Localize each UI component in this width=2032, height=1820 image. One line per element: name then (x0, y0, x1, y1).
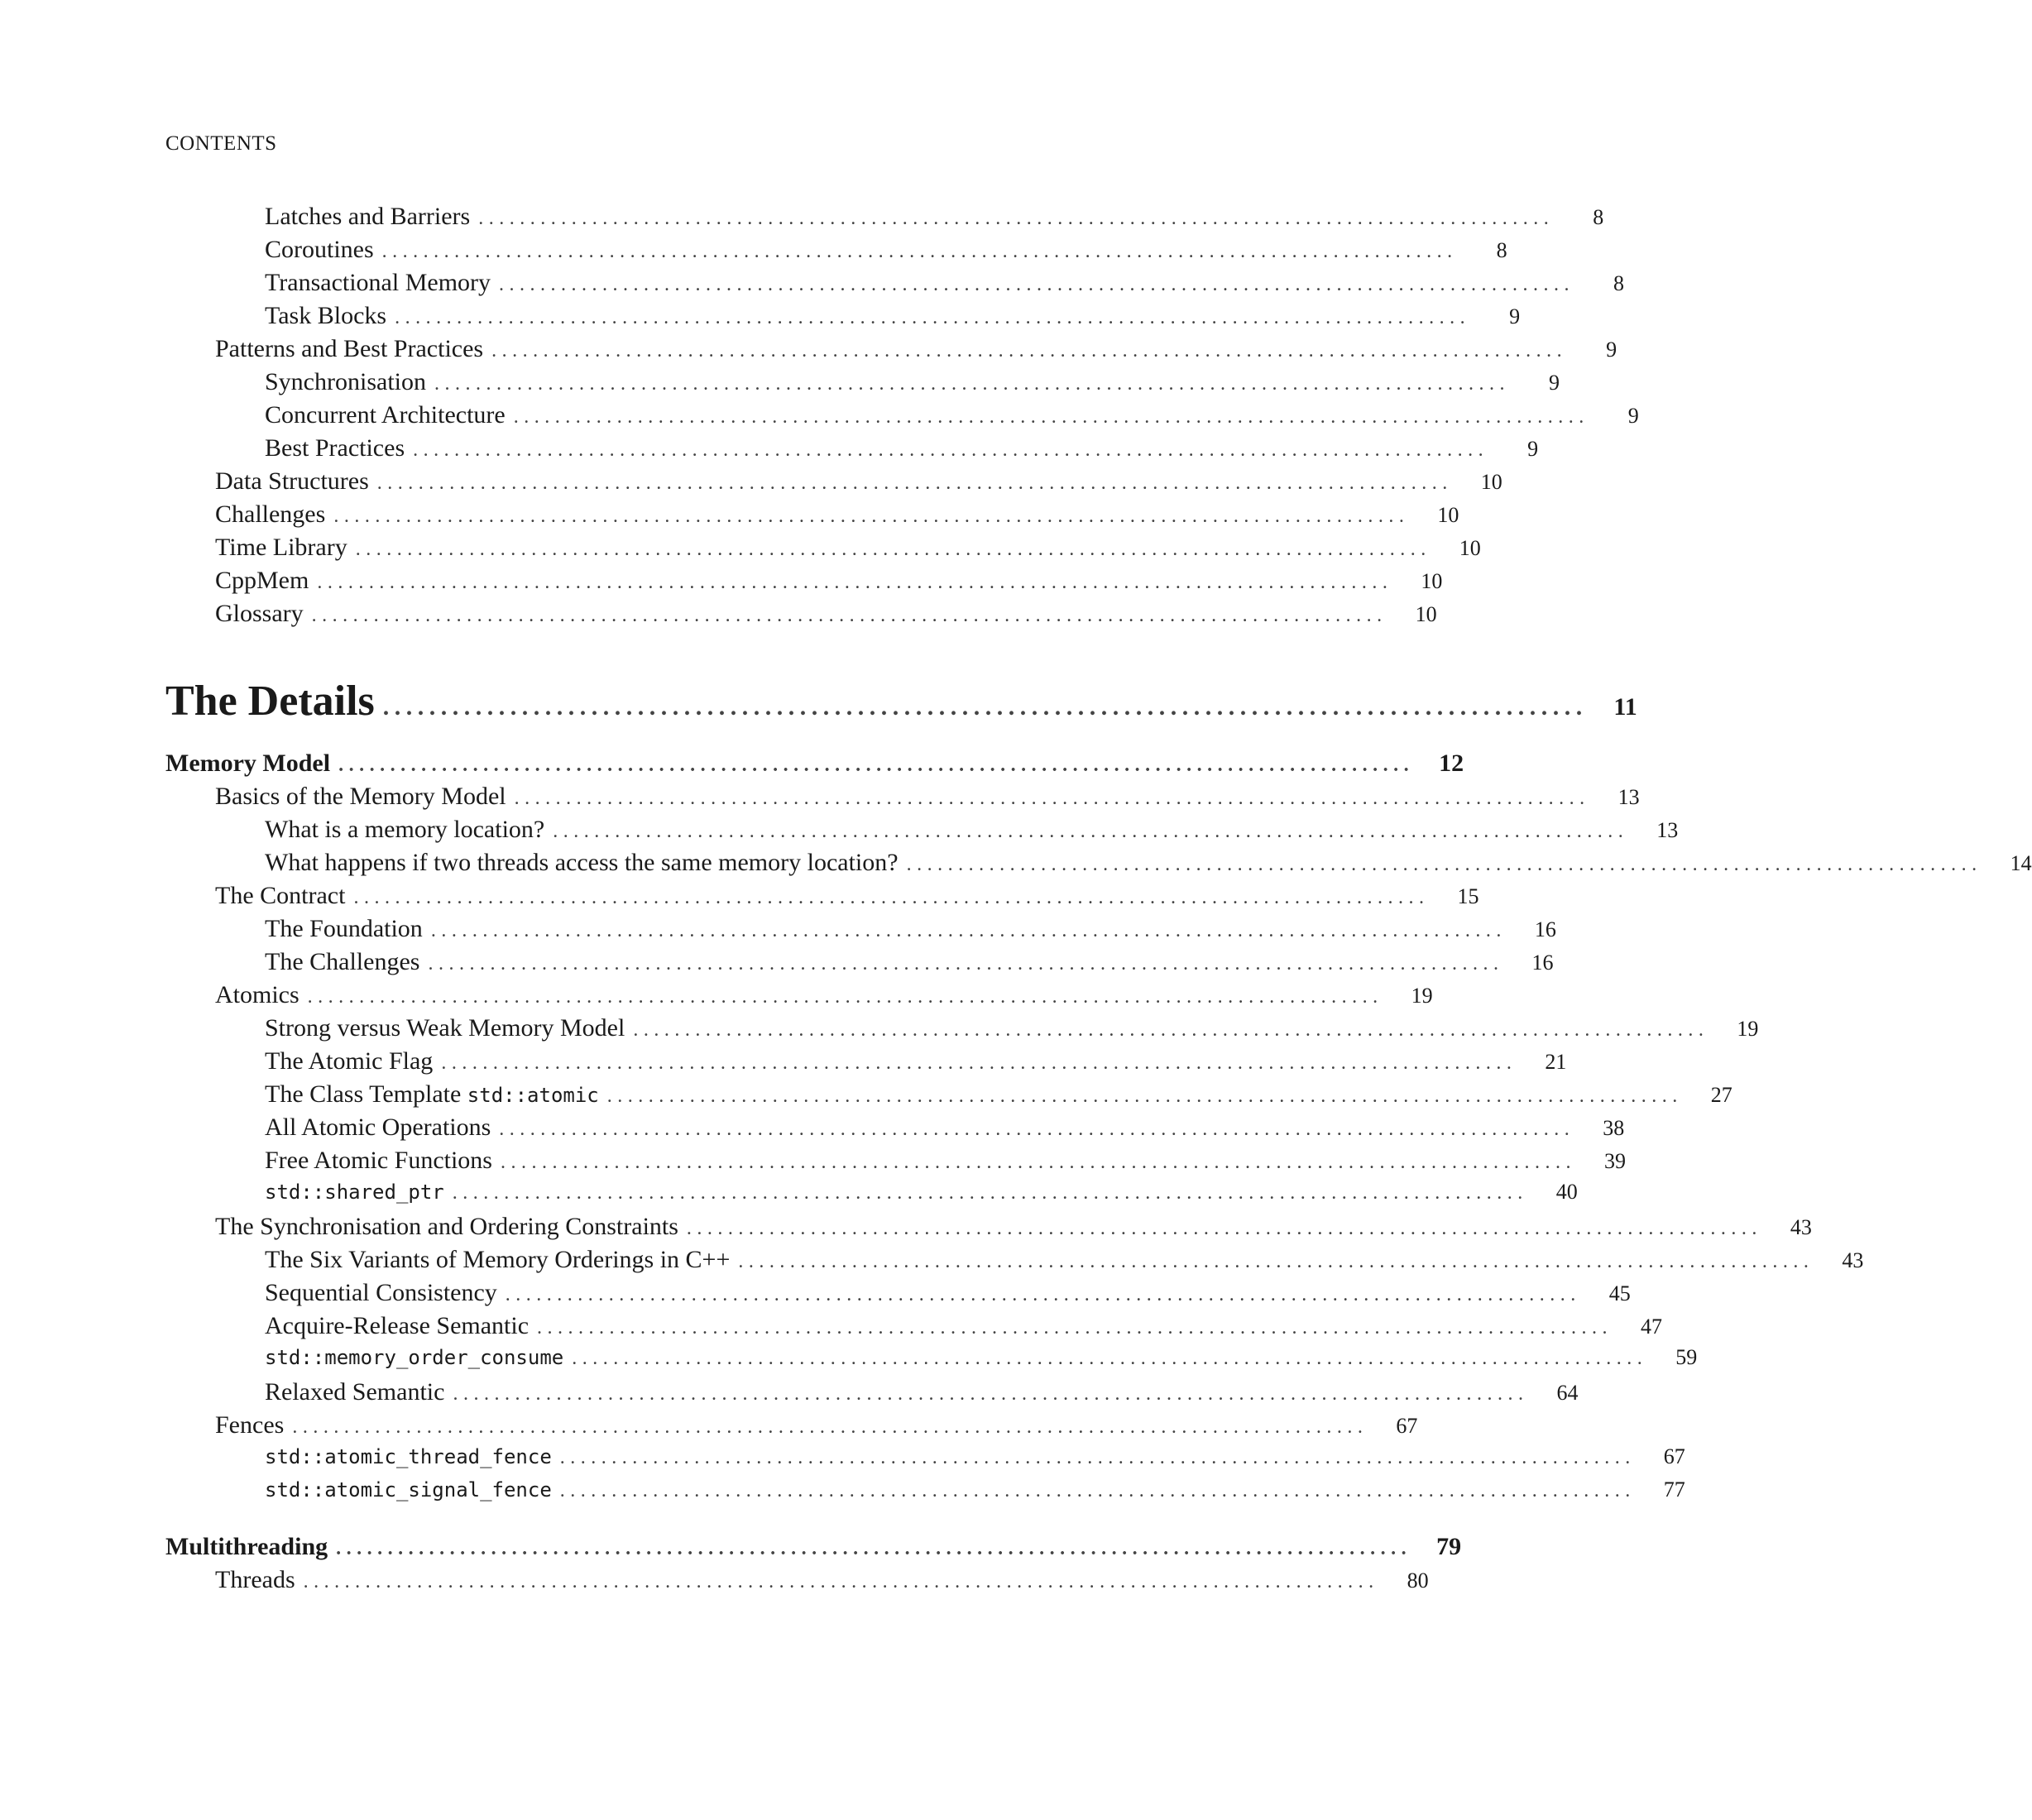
toc-page-number: 43 (1790, 1215, 1812, 1239)
toc-entry[interactable] (165, 816, 1679, 844)
toc-leader-dots: ........................................................................................................ (606, 1085, 1683, 1107)
toc-leader-dots: ........................................................................................................ (499, 1118, 1575, 1140)
toc-leader-dots: ........................................................................................................ (633, 1019, 1709, 1041)
toc-leader-dots: ........................................................................................................ (376, 472, 1453, 494)
toc-leader-dots: ........................................................................................................ (307, 986, 1383, 1008)
toc-page-number: 8 (1593, 205, 1604, 229)
toc-page-number: 11 (1613, 693, 1637, 721)
toc-entry-title: All Atomic Operations (265, 1114, 499, 1142)
toc-chapter-title: Multithreading (165, 1533, 336, 1561)
toc-entry-title: Relaxed Semantic (265, 1378, 453, 1406)
toc-page-number: 67 (1396, 1414, 1418, 1438)
toc-entry[interactable] (165, 269, 1625, 297)
toc-part-title: The Details (165, 677, 383, 726)
toc-entry-title: Best Practices (265, 434, 413, 462)
toc-entry[interactable] (165, 1411, 1418, 1439)
toc-page-number: 43 (1842, 1248, 1864, 1272)
toc-leader-dots: ........................................................................................................ (499, 274, 1575, 295)
toc-entry-title: Fences (215, 1411, 292, 1439)
toc-entry-title: CppMem (215, 567, 317, 595)
toc-entry[interactable] (165, 434, 1539, 462)
toc-entry[interactable] (165, 1180, 1578, 1205)
toc-leader-dots: ........................................................................................................ (514, 788, 1590, 809)
toc-entry-title: The Contract (215, 882, 353, 910)
toc-page-number: 9 (1606, 338, 1617, 362)
toc-entry[interactable] (165, 783, 1640, 811)
toc-leader-dots: ........................................................................................................ (453, 1383, 1529, 1405)
toc-leader-dots: ........................................................................................................ (353, 887, 1430, 908)
toc-entry-title: What happens if two threads access the same memory location? (265, 849, 907, 877)
toc-entry-title: Patterns and Best Practices (215, 335, 491, 363)
toc-leader-dots: ........................................................................................................ (336, 1538, 1412, 1559)
toc-entry-title-text: The Class Template (265, 1080, 467, 1108)
toc-entry-title: Challenges (215, 500, 333, 529)
toc-entry[interactable] (165, 915, 1556, 943)
toc-entry-title: Concurrent Architecture (265, 401, 514, 429)
toc-entry-title: Sequential Consistency (265, 1279, 506, 1307)
toc-entry-title: Transactional Memory (265, 269, 499, 297)
toc-entry-title: Threads (215, 1566, 304, 1594)
toc-page-number: 16 (1534, 917, 1556, 941)
toc-page-number: 19 (1411, 984, 1433, 1008)
running-header: CONTENTS (165, 132, 277, 155)
toc-entry-title: Atomics (215, 981, 308, 1009)
toc-entry-title: Synchronisation (265, 368, 434, 396)
toc-leader-dots: ........................................................................................................ (505, 1284, 1581, 1305)
toc-entry[interactable] (165, 948, 1554, 976)
toc-entry[interactable] (165, 1080, 1732, 1109)
toc-chapter-entry[interactable] (165, 750, 1464, 778)
toc-page-number: 8 (1613, 271, 1625, 295)
toc-entry-title: The Synchronisation and Ordering Constraints (215, 1213, 687, 1241)
toc-page-number: 10 (1459, 536, 1481, 560)
toc-leader-dots: ........................................................................................................ (686, 1218, 1762, 1239)
toc-entry[interactable] (165, 401, 1639, 429)
toc-entry-title: Basics of the Memory Model (215, 783, 515, 811)
toc-leader-dots: ........................................................................................................ (382, 693, 1588, 721)
toc-leader-dots: ........................................................................................................ (441, 1052, 1517, 1074)
toc-leader-dots: ........................................................................................................ (478, 208, 1555, 229)
toc-leader-dots: ........................................................................................................ (292, 1416, 1368, 1438)
toc-page-number: 10 (1437, 503, 1459, 527)
toc-leader-dots: ........................................................................................................ (452, 1182, 1528, 1204)
toc-leader-dots: ........................................................................................................ (430, 920, 1507, 941)
toc-page-number: 12 (1439, 750, 1464, 777)
toc-entry[interactable] (165, 1378, 1579, 1406)
toc-page-number: 79 (1436, 1533, 1462, 1560)
toc-page-number: 39 (1603, 1149, 1626, 1173)
toc-leader-dots: ........................................................................................................ (513, 406, 1589, 428)
toc-page-number: 10 (1421, 569, 1443, 593)
toc-page-number: 13 (1656, 818, 1679, 842)
toc-entry-title: Data Structures (215, 467, 377, 496)
toc-entry[interactable] (165, 1345, 1698, 1370)
toc-leader-dots: ........................................................................................................ (572, 1348, 1648, 1369)
toc-entry[interactable] (165, 203, 1604, 231)
toc-entry[interactable] (165, 1312, 1663, 1340)
toc-leader-dots: ........................................................................................................ (317, 572, 1393, 593)
toc-leader-dots: ........................................................................................................ (381, 241, 1458, 262)
toc-leader-dots: ........................................................................................................ (491, 340, 1568, 362)
toc-page-number: 38 (1603, 1116, 1625, 1140)
toc-entry[interactable] (165, 567, 1443, 595)
toc-entry[interactable] (165, 1279, 1631, 1307)
toc-part-entry[interactable] (165, 677, 1637, 726)
toc-entry[interactable] (165, 1246, 1864, 1274)
toc-page-number: 10 (1415, 602, 1437, 626)
toc-entry-title: The Atomic Flag (265, 1047, 441, 1075)
toc-entry-title: Latches and Barriers (265, 203, 478, 231)
toc-entry[interactable] (165, 1147, 1626, 1175)
toc-page-number: 19 (1737, 1017, 1759, 1041)
toc-entry[interactable] (165, 335, 1617, 363)
toc-entry[interactable] (165, 1114, 1625, 1142)
toc-leader-dots: ........................................................................................................ (500, 1152, 1576, 1173)
toc-leader-dots: ........................................................................................................ (537, 1317, 1613, 1339)
toc-leader-dots: ........................................................................................................ (434, 373, 1510, 395)
toc-leader-dots: ........................................................................................................ (559, 1480, 1636, 1502)
toc-leader-dots: ........................................................................................................ (355, 539, 1431, 560)
toc-leader-dots: ........................................................................................................ (738, 1251, 1814, 1272)
toc-entry-title: Glossary (215, 600, 312, 628)
toc-entry[interactable] (165, 1478, 1685, 1502)
toc-entry[interactable] (165, 1213, 1812, 1241)
toc-entry-title: The Challenges (265, 948, 428, 976)
toc-entry[interactable] (165, 1014, 1759, 1042)
toc-page-number: 16 (1531, 951, 1554, 975)
toc-entry[interactable] (165, 981, 1433, 1009)
toc-entry-title (265, 1080, 607, 1109)
toc-leader-dots: ........................................................................................................ (303, 1571, 1379, 1592)
toc-leader-dots: ........................................................................................................ (311, 605, 1387, 626)
toc-entry[interactable] (165, 1444, 1685, 1469)
table-of-contents (165, 0, 2032, 1820)
toc-entry-title: Task Blocks (265, 302, 395, 330)
toc-page-number: 47 (1641, 1315, 1663, 1339)
toc-page-number: 21 (1545, 1050, 1567, 1074)
toc-entry[interactable] (165, 849, 2032, 877)
toc-entry[interactable] (165, 302, 1521, 330)
toc-entry[interactable] (165, 1566, 1429, 1594)
toc-page-number: 9 (1527, 437, 1539, 461)
toc-page-number: 9 (1627, 404, 1639, 428)
toc-entry-code: std::memory_order_consume (265, 1346, 572, 1369)
toc-entry[interactable] (165, 500, 1459, 529)
toc-entry[interactable] (165, 467, 1502, 496)
toc-leader-dots: ........................................................................................................ (553, 821, 1629, 842)
toc-entry[interactable] (165, 882, 1479, 910)
toc-leader-dots: ........................................................................................................ (333, 505, 1410, 527)
toc-page-number: 8 (1496, 238, 1507, 262)
toc-entry-title: The Six Variants of Memory Orderings in C++ (265, 1246, 738, 1274)
toc-page-number: 9 (1549, 371, 1560, 395)
toc-page-number: 15 (1457, 884, 1479, 908)
toc-chapter-entry[interactable] (165, 1533, 1462, 1561)
toc-page-number: 64 (1556, 1381, 1579, 1405)
toc-page-number: 13 (1617, 785, 1640, 809)
toc-entry-title: Free Atomic Functions (265, 1147, 501, 1175)
toc-entry[interactable] (165, 1047, 1567, 1075)
toc-entry-code: std::atomic_thread_fence (265, 1445, 560, 1468)
toc-entry[interactable] (165, 600, 1437, 628)
toc-page-number: 67 (1663, 1444, 1685, 1468)
toc-entry-title: Acquire-Release Semantic (265, 1312, 537, 1340)
toc-chapter-title: Memory Model (165, 750, 338, 778)
toc-page-number: 45 (1608, 1281, 1631, 1305)
toc-entry-title: What is a memory location? (265, 816, 553, 844)
toc-page-number: 9 (1509, 304, 1521, 328)
toc-entry[interactable] (165, 236, 1507, 264)
toc-page-number: 80 (1407, 1569, 1429, 1592)
toc-page-number: 27 (1710, 1083, 1732, 1107)
toc-entry[interactable] (165, 534, 1481, 562)
toc-entry-title: Coroutines (265, 236, 382, 264)
toc-page-number: 14 (2010, 851, 2032, 875)
toc-page-number: 77 (1663, 1478, 1685, 1502)
toc-page-number: 10 (1480, 470, 1502, 494)
toc-leader-dots: ........................................................................................................ (338, 754, 1415, 776)
toc-leader-dots: ........................................................................................................ (906, 854, 1982, 875)
toc-leader-dots: ........................................................................................................ (395, 307, 1471, 328)
toc-entry-title: The Foundation (265, 915, 431, 943)
toc-entry-code: std::shared_ptr (265, 1181, 453, 1204)
toc-entry-code: std::atomic (467, 1084, 599, 1107)
toc-leader-dots: ........................................................................................................ (413, 439, 1489, 461)
toc-entry[interactable] (165, 368, 1560, 396)
toc-entry-title: Strong versus Weak Memory Model (265, 1014, 633, 1042)
toc-page-number: 59 (1675, 1345, 1698, 1369)
toc-leader-dots: ........................................................................................................ (559, 1447, 1636, 1468)
toc-leader-dots: ........................................................................................................ (428, 953, 1504, 975)
toc-page-number: 40 (1555, 1180, 1578, 1204)
toc-entry-title: Time Library (215, 534, 356, 562)
toc-entry-code: std::atomic_signal_fence (265, 1478, 560, 1502)
